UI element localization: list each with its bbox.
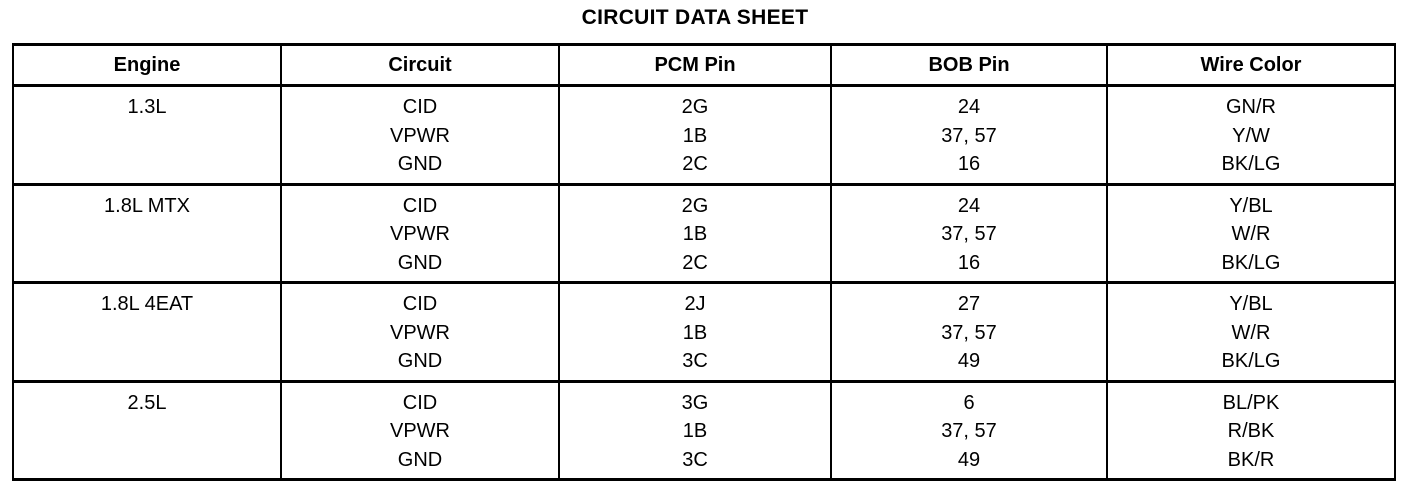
sheet-title: CIRCUIT DATA SHEET [581,6,809,29]
circuit-value: GND [397,350,443,372]
bob-pin-cell [831,381,1107,480]
pcm-pin-value: 3C [682,448,708,471]
engine-cell [13,283,281,382]
wire-color-cell [1107,86,1395,185]
engine-label: 1.8L MTX [104,194,190,217]
bob-pin-value: 49 [957,448,981,471]
wire-color-value: BK/LG [1221,350,1281,372]
pcm-pin-value: 2G [681,194,709,217]
wire-color-cell [1107,184,1395,283]
circuit-value: VPWR [390,321,450,344]
wire-color-value: R/BK [1227,420,1275,442]
pcm-pin-value: 1B [682,420,708,442]
header-circuit: Circuit [281,45,559,86]
circuit-value: CID [402,391,438,414]
circuit-value: CID [402,194,438,217]
pcm-pin-value: 1B [682,223,708,245]
engine-label: 1.3L [127,96,167,118]
circuit-value: VPWR [390,124,450,147]
wire-color-value: GN/R [1226,96,1276,118]
pcm-pin-cell [559,184,831,283]
bob-pin-value: 37, 57 [941,420,997,442]
pcm-pin-value: 3C [682,350,708,372]
wire-color-value: BL/PK [1222,391,1280,414]
pcm-pin-value: 3G [681,391,709,414]
wire-color-value: BK/R [1227,448,1275,471]
bob-pin-cell [831,86,1107,185]
wire-color-value: W/R [1231,321,1271,344]
wire-color-value: BK/LG [1221,251,1281,274]
table-header-row [13,45,1395,86]
wire-color-value: Y/W [1232,124,1270,147]
bob-pin-value: 27 [957,293,981,315]
table-row [13,86,1395,185]
bob-pin-value: 37, 57 [941,223,997,245]
header-engine: Engine [13,45,281,86]
engine-label: 2.5L [127,391,167,414]
circuit-cell [281,283,559,382]
circuit-cell [281,184,559,283]
table-row [13,184,1395,283]
engine-cell [13,184,281,283]
bob-pin-cell [831,184,1107,283]
circuit-value: GND [397,448,443,471]
header-wire-color: Wire Color [1107,45,1395,86]
pcm-pin-value: 1B [682,321,708,344]
circuit-data-table [12,43,1396,481]
engine-cell [13,381,281,480]
engine-cell [13,86,281,185]
wire-color-cell [1107,283,1395,382]
circuit-cell [281,86,559,185]
table-row [13,283,1395,382]
circuit-value: CID [402,96,438,118]
bob-pin-value: 37, 57 [941,124,997,147]
pcm-pin-value: 2G [681,96,709,118]
bob-pin-value: 16 [957,153,981,175]
pcm-pin-value: 2C [682,153,708,175]
pcm-pin-value: 2J [684,293,706,315]
circuit-value: VPWR [390,223,450,245]
pcm-pin-value: 2C [682,251,708,274]
table-row [13,381,1395,480]
bob-pin-value: 24 [957,96,981,118]
header-pcm-pin: PCM Pin [559,45,831,86]
circuit-value: GND [397,251,443,274]
bob-pin-value: 24 [957,194,981,217]
circuit-value: GND [397,153,443,175]
bob-pin-value: 37, 57 [941,321,997,344]
pcm-pin-cell [559,86,831,185]
header-bob-pin: BOB Pin [831,45,1107,86]
wire-color-cell [1107,381,1395,480]
circuit-value: VPWR [390,420,450,442]
pcm-pin-value: 1B [682,124,708,147]
pcm-pin-cell [559,381,831,480]
pcm-pin-cell [559,283,831,382]
engine-label: 1.8L 4EAT [100,293,194,315]
bob-pin-value: 16 [957,251,981,274]
bob-pin-value: 49 [957,350,981,372]
wire-color-value: W/R [1231,223,1271,245]
circuit-value: CID [402,293,438,315]
bob-pin-value: 6 [963,391,975,414]
circuit-cell [281,381,559,480]
wire-color-value: Y/BL [1229,194,1273,217]
wire-color-value: BK/LG [1221,153,1281,175]
bob-pin-cell [831,283,1107,382]
wire-color-value: Y/BL [1229,293,1273,315]
